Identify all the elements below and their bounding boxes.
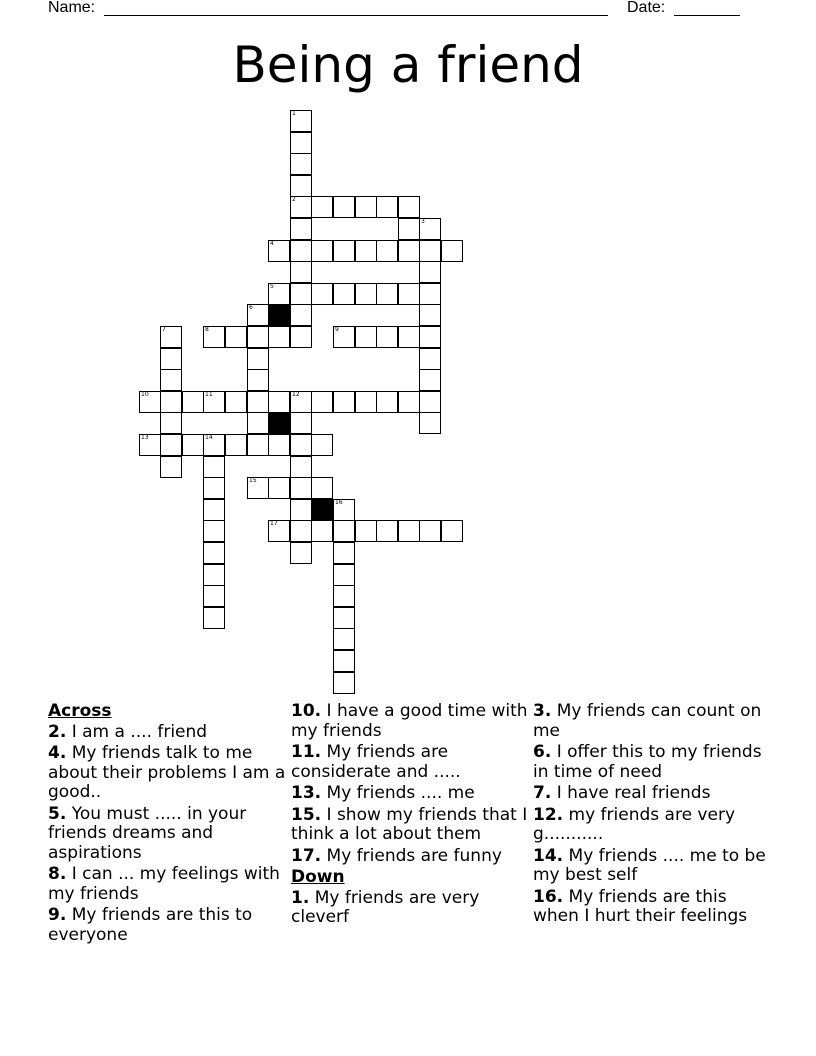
grid-cell[interactable] bbox=[355, 240, 377, 262]
numbered-cell-7[interactable] bbox=[160, 326, 182, 348]
clues-column-3 bbox=[533, 702, 773, 929]
grid-cell[interactable] bbox=[290, 542, 312, 564]
grid-cell[interactable] bbox=[290, 304, 312, 326]
grid-cell[interactable] bbox=[247, 348, 269, 370]
grid-cell[interactable] bbox=[419, 391, 441, 413]
grid-cell[interactable] bbox=[290, 132, 312, 154]
grid-cell[interactable] bbox=[419, 261, 441, 283]
clue-down-12: 12. my friends are very g........... bbox=[533, 804, 736, 844]
grid-cell[interactable] bbox=[419, 369, 441, 391]
clue-number: 14 bbox=[205, 434, 213, 441]
date-label: Date: bbox=[627, 0, 666, 16]
grid-cell[interactable] bbox=[203, 585, 225, 607]
numbered-cell-17[interactable] bbox=[268, 520, 290, 542]
grid-cell[interactable] bbox=[333, 650, 355, 672]
clue-number: 11 bbox=[205, 391, 213, 398]
numbered-cell-5[interactable] bbox=[268, 283, 290, 305]
grid-cell[interactable] bbox=[333, 520, 355, 542]
clue-across-11: 11. My friends are considerate and ..... bbox=[291, 742, 461, 782]
clue-across-10: 10. I have a good time with my friends bbox=[291, 701, 528, 741]
grid-cell[interactable] bbox=[290, 283, 312, 305]
grid-cell[interactable] bbox=[268, 434, 290, 456]
grid-cell[interactable] bbox=[225, 434, 247, 456]
grid-cell[interactable] bbox=[311, 283, 333, 305]
clue-number: 7 bbox=[162, 326, 166, 333]
clue-across-2: 2. I am a .... friend bbox=[48, 721, 208, 742]
grid-cell[interactable] bbox=[160, 391, 182, 413]
grid-cell[interactable] bbox=[376, 196, 398, 218]
numbered-cell-4[interactable] bbox=[268, 240, 290, 262]
grid-cell[interactable] bbox=[355, 326, 377, 348]
numbered-cell-10[interactable] bbox=[139, 391, 161, 413]
down-heading: Down bbox=[291, 867, 345, 887]
grid-cell[interactable] bbox=[290, 326, 312, 348]
clue-number: 17 bbox=[270, 520, 278, 527]
clue-across-17: 17. My friends are funny bbox=[291, 845, 502, 866]
grid-cell[interactable] bbox=[203, 456, 225, 478]
numbered-cell-14[interactable] bbox=[203, 434, 225, 456]
grid-cell[interactable] bbox=[398, 240, 420, 262]
grid-cell[interactable] bbox=[419, 326, 441, 348]
grid-cell[interactable] bbox=[247, 412, 269, 434]
grid-cell[interactable] bbox=[182, 434, 204, 456]
clue-number: 3 bbox=[421, 218, 425, 225]
numbered-cell-1[interactable] bbox=[290, 110, 312, 132]
grid-cell[interactable] bbox=[311, 240, 333, 262]
grid-cell[interactable] bbox=[333, 542, 355, 564]
grid-cell[interactable] bbox=[376, 520, 398, 542]
numbered-cell-6[interactable] bbox=[247, 304, 269, 326]
grid-cell[interactable] bbox=[398, 283, 420, 305]
grid-cell[interactable] bbox=[398, 218, 420, 240]
grid-cell[interactable] bbox=[355, 283, 377, 305]
grid-cell[interactable] bbox=[398, 196, 420, 218]
grid-cell[interactable] bbox=[247, 369, 269, 391]
grid-cell[interactable] bbox=[333, 628, 355, 650]
clue-down-7: 7. I have real friends bbox=[533, 783, 711, 803]
grid-cell[interactable] bbox=[160, 369, 182, 391]
grid-cell[interactable] bbox=[225, 326, 247, 348]
clue-number: 2 bbox=[292, 196, 296, 203]
grid-cell[interactable] bbox=[355, 520, 377, 542]
clue-number: 9 bbox=[335, 326, 339, 333]
grid-cell[interactable] bbox=[398, 326, 420, 348]
clue-down-14: 14. My friends .... me to be my best self bbox=[533, 845, 766, 885]
clue-across-15: 15. I show my friends that I think a lot about them bbox=[291, 804, 528, 844]
grid-cell[interactable] bbox=[203, 477, 225, 499]
grid-cell[interactable] bbox=[311, 196, 333, 218]
black-square bbox=[268, 412, 290, 434]
grid-cell[interactable] bbox=[247, 391, 269, 413]
grid-cell[interactable] bbox=[419, 283, 441, 305]
grid-cell[interactable] bbox=[268, 391, 290, 413]
numbered-cell-16[interactable] bbox=[333, 499, 355, 521]
name-label: Name: bbox=[48, 0, 96, 16]
clue-number: 1 bbox=[292, 110, 296, 117]
grid-cell[interactable] bbox=[355, 391, 377, 413]
grid-cell[interactable] bbox=[398, 520, 420, 542]
clue-number: 4 bbox=[270, 240, 274, 247]
grid-cell[interactable] bbox=[355, 196, 377, 218]
clues-column-1 bbox=[48, 702, 288, 947]
grid-cell[interactable] bbox=[160, 434, 182, 456]
numbered-cell-2[interactable] bbox=[290, 196, 312, 218]
grid-cell[interactable] bbox=[203, 542, 225, 564]
clue-down-1: 1. My friends are very cleverf bbox=[291, 887, 480, 927]
grid-cell[interactable] bbox=[376, 283, 398, 305]
grid-cell[interactable] bbox=[290, 218, 312, 240]
grid-cell[interactable] bbox=[160, 456, 182, 478]
grid-cell[interactable] bbox=[290, 477, 312, 499]
numbered-cell-13[interactable] bbox=[139, 434, 161, 456]
grid-cell[interactable] bbox=[268, 477, 290, 499]
clue-down-16: 16. My friends are this when I hurt their feelings bbox=[533, 886, 748, 926]
grid-cell[interactable] bbox=[290, 412, 312, 434]
across-heading: Across bbox=[48, 701, 112, 721]
clue-number: 8 bbox=[205, 326, 209, 333]
grid-cell[interactable] bbox=[419, 240, 441, 262]
grid-cell[interactable] bbox=[290, 499, 312, 521]
grid-cell[interactable] bbox=[311, 434, 333, 456]
grid-cell[interactable] bbox=[398, 391, 420, 413]
grid-cell[interactable] bbox=[333, 240, 355, 262]
clue-number: 16 bbox=[335, 499, 343, 506]
grid-cell[interactable] bbox=[441, 520, 463, 542]
clue-number: 6 bbox=[249, 304, 253, 311]
grid-cell[interactable] bbox=[311, 477, 333, 499]
grid-cell[interactable] bbox=[247, 326, 269, 348]
grid-cell[interactable] bbox=[290, 240, 312, 262]
grid-cell[interactable] bbox=[290, 261, 312, 283]
grid-cell[interactable] bbox=[419, 412, 441, 434]
grid-cell[interactable] bbox=[182, 391, 204, 413]
grid-cell[interactable] bbox=[441, 240, 463, 262]
grid-cell[interactable] bbox=[333, 564, 355, 586]
numbered-cell-9[interactable] bbox=[333, 326, 355, 348]
clues-column-2 bbox=[291, 702, 531, 930]
grid-cell[interactable] bbox=[419, 348, 441, 370]
grid-cell[interactable] bbox=[290, 153, 312, 175]
clue-down-6: 6. I offer this to my friends in time of need bbox=[533, 742, 762, 782]
numbered-cell-11[interactable] bbox=[203, 391, 225, 413]
grid-cell[interactable] bbox=[376, 240, 398, 262]
numbered-cell-8[interactable] bbox=[203, 326, 225, 348]
grid-cell[interactable] bbox=[311, 520, 333, 542]
grid-cell[interactable] bbox=[225, 391, 247, 413]
grid-cell[interactable] bbox=[333, 607, 355, 629]
grid-cell[interactable] bbox=[290, 434, 312, 456]
grid-cell[interactable] bbox=[419, 520, 441, 542]
grid-cell[interactable] bbox=[419, 304, 441, 326]
grid-cell[interactable] bbox=[333, 672, 355, 694]
clue-number: 5 bbox=[270, 283, 274, 290]
grid-cell[interactable] bbox=[203, 520, 225, 542]
grid-cell[interactable] bbox=[203, 607, 225, 629]
clue-across-4: 4. My friends talk to me about their problems I am a good.. bbox=[48, 743, 286, 802]
grid-cell[interactable] bbox=[290, 175, 312, 197]
clue-across-5: 5. You must ..... in your friends dreams and aspirations bbox=[48, 803, 247, 863]
grid-cell[interactable] bbox=[203, 499, 225, 521]
clue-across-9: 9. My friends are this to everyone bbox=[48, 905, 253, 945]
grid-cell[interactable] bbox=[160, 348, 182, 370]
grid-cell[interactable] bbox=[333, 196, 355, 218]
grid-cell[interactable] bbox=[333, 391, 355, 413]
grid-cell[interactable] bbox=[290, 520, 312, 542]
black-square bbox=[311, 499, 333, 521]
grid-cell[interactable] bbox=[376, 391, 398, 413]
puzzle-title: Being a friend bbox=[232, 36, 584, 94]
grid-cell[interactable] bbox=[333, 283, 355, 305]
black-square bbox=[268, 304, 290, 326]
clue-number: 13 bbox=[141, 434, 149, 441]
grid-cell[interactable] bbox=[333, 585, 355, 607]
clue-across-13: 13. My friends .... me bbox=[291, 783, 475, 803]
grid-cell[interactable] bbox=[311, 391, 333, 413]
grid-cell[interactable] bbox=[160, 412, 182, 434]
grid-cell[interactable] bbox=[268, 326, 290, 348]
numbered-cell-12[interactable] bbox=[290, 391, 312, 413]
clue-number: 15 bbox=[249, 477, 257, 484]
numbered-cell-3[interactable] bbox=[419, 218, 441, 240]
clue-number: 10 bbox=[141, 391, 149, 398]
clue-number: 12 bbox=[292, 391, 300, 398]
numbered-cell-15[interactable] bbox=[247, 477, 269, 499]
clue-across-8: 8. I can ... my feelings with my friends bbox=[48, 864, 280, 904]
clue-down-3: 3. My friends can count on me bbox=[533, 701, 762, 741]
grid-cell[interactable] bbox=[376, 326, 398, 348]
grid-cell[interactable] bbox=[203, 564, 225, 586]
grid-cell[interactable] bbox=[290, 456, 312, 478]
grid-cell[interactable] bbox=[247, 434, 269, 456]
